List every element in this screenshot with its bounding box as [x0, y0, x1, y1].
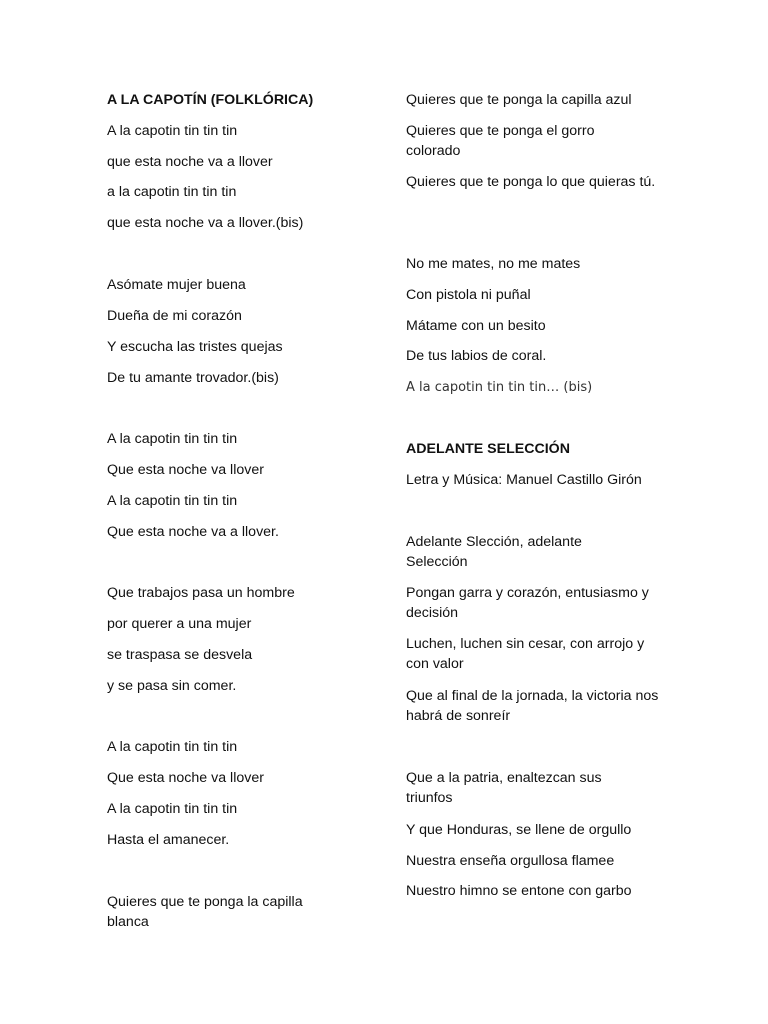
lyric-line: Nuestra enseña orgullosa flamee: [406, 853, 615, 869]
lyric-line: A la capotin tin tin tin: [107, 493, 238, 509]
song-title: ADELANTE SELECCIÓN: [406, 441, 570, 457]
lyric-line: Quieres que te ponga lo que quieras tú.: [406, 174, 656, 190]
lyric-line: Y que Honduras, se llene de orgullo: [406, 822, 632, 838]
lyric-line: Dueña de mi corazón: [107, 308, 242, 324]
lyric-line: Quieres que te ponga la capilla azul: [406, 92, 632, 108]
lyric-line: A la capotin tin tin tin… (bis): [406, 380, 593, 395]
lyric-line: A la capotin tin tin tin: [107, 739, 238, 755]
lyric-line: De tu amante trovador.(bis): [107, 370, 279, 386]
lyric-line: No me mates, no me mates: [406, 256, 581, 272]
lyric-line: Asómate mujer buena: [107, 277, 246, 293]
lyric-line: y se pasa sin comer.: [107, 678, 237, 694]
lyric-line: Hasta el amanecer.: [107, 832, 230, 848]
lyric-line: Quieres que te ponga el gorro colorado: [406, 123, 595, 159]
lyric-line: por querer a una mujer: [107, 616, 252, 632]
lyric-line: Que a la patria, enaltezcan sus triunfos: [406, 770, 602, 806]
lyric-line: Que esta noche va llover: [107, 770, 264, 786]
lyric-line: Quieres que te ponga la capilla blanca: [107, 894, 303, 930]
lyric-line: A la capotin tin tin tin: [107, 431, 238, 447]
lyric-line: Luchen, luchen sin cesar, con arrojo y con valor: [406, 636, 645, 672]
lyric-line: Mátame con un besito: [406, 318, 546, 334]
lyric-line: Pongan garra y corazón, entusiasmo y decisión: [406, 585, 649, 621]
lyric-line: Que esta noche va llover: [107, 462, 264, 478]
lyric-line: que esta noche va a llover.(bis): [107, 215, 304, 231]
lyric-line: Con pistola ni puñal: [406, 287, 531, 303]
lyric-line: que esta noche va a llover: [107, 154, 273, 170]
lyric-line: Que trabajos pasa un hombre: [107, 585, 295, 601]
lyric-line: Que al final de la jornada, la victoria nos habrá de sonreír: [406, 688, 659, 724]
song-title: A LA CAPOTÍN (FOLKLÓRICA): [107, 92, 314, 108]
lyric-line: De tus labios de coral.: [406, 348, 547, 364]
lyric-line: Y escucha las tristes quejas: [107, 339, 283, 355]
song-credit: Letra y Música: Manuel Castillo Girón: [406, 472, 642, 488]
lyric-line: A la capotin tin tin tin: [107, 801, 238, 817]
lyric-line: A la capotin tin tin tin: [107, 123, 238, 139]
lyric-line: se traspasa se desvela: [107, 647, 253, 663]
lyric-line: a la capotin tin tin tin: [107, 184, 237, 200]
lyric-line: Que esta noche va a llover.: [107, 524, 279, 540]
lyric-line: Nuestro himno se entone con garbo: [406, 883, 632, 899]
lyric-line: Adelante Slección, adelante Selección: [406, 534, 582, 570]
